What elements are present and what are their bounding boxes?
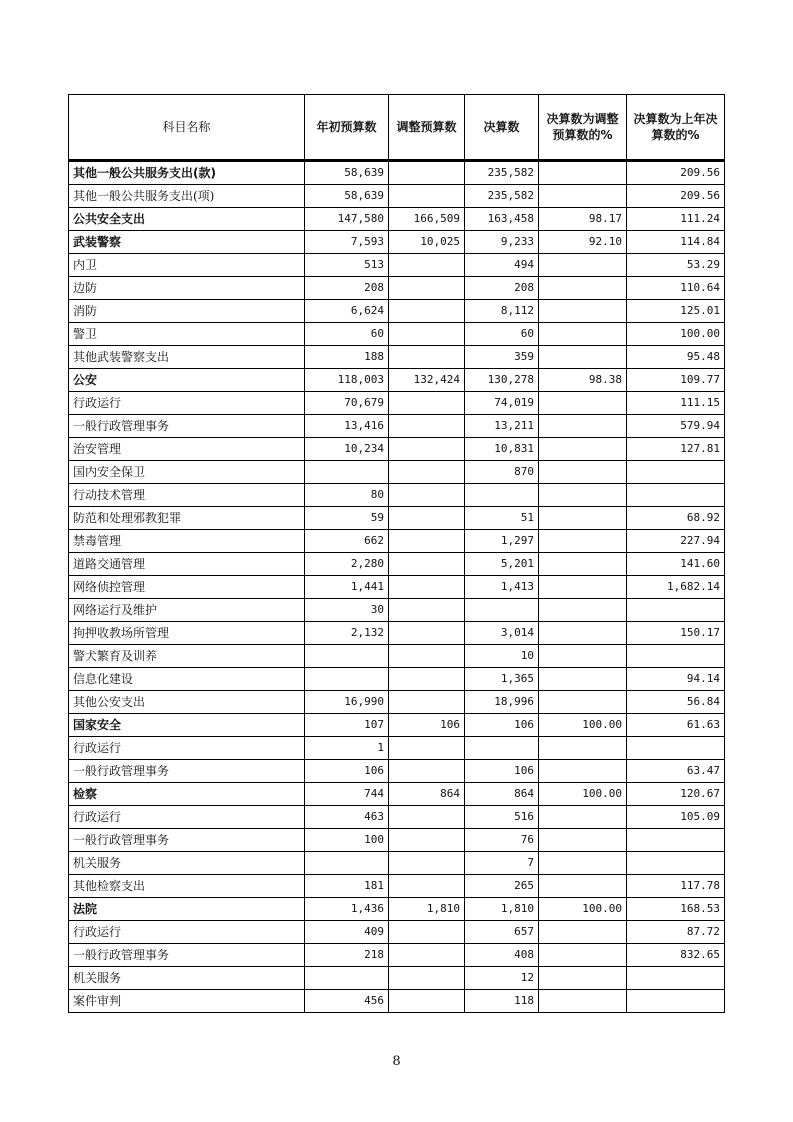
table-body xyxy=(69,162,725,1013)
page-number: 8 xyxy=(392,1054,401,1069)
cell-subject-name: 内卫 xyxy=(69,254,305,277)
table-row xyxy=(69,921,725,944)
cell-adjusted-budget: 166,509 xyxy=(389,208,465,231)
table-row xyxy=(69,737,725,760)
cell-subject-name: 一般行政管理事务 xyxy=(69,829,305,852)
table-header xyxy=(69,95,725,162)
cell-pct-of-adjusted: 98.17 xyxy=(539,208,627,231)
cell-initial-budget: 16,990 xyxy=(305,691,389,714)
cell-final-accounts: 235,582 xyxy=(465,185,539,208)
cell-pct-of-previous-year: 100.00 xyxy=(627,323,725,346)
table-row xyxy=(69,323,725,346)
cell-adjusted-budget: 106 xyxy=(389,714,465,737)
header-subject-name: 科目名称 xyxy=(69,95,305,161)
cell-subject-name: 警卫 xyxy=(69,323,305,346)
cell-pct-of-adjusted xyxy=(539,829,627,852)
cell-adjusted-budget xyxy=(389,737,465,760)
cell-initial-budget: 463 xyxy=(305,806,389,829)
table-row xyxy=(69,277,725,300)
cell-pct-of-adjusted xyxy=(539,438,627,461)
cell-initial-budget xyxy=(305,668,389,691)
cell-adjusted-budget xyxy=(389,277,465,300)
cell-pct-of-previous-year xyxy=(627,829,725,852)
cell-subject-name: 消防 xyxy=(69,300,305,323)
cell-final-accounts xyxy=(465,599,539,622)
table-row xyxy=(69,668,725,691)
cell-initial-budget xyxy=(305,967,389,990)
cell-pct-of-previous-year: 105.09 xyxy=(627,806,725,829)
cell-pct-of-adjusted xyxy=(539,806,627,829)
cell-subject-name: 行政运行 xyxy=(69,921,305,944)
cell-adjusted-budget xyxy=(389,921,465,944)
cell-subject-name: 检察 xyxy=(69,783,305,806)
cell-pct-of-adjusted xyxy=(539,300,627,323)
cell-initial-budget: 744 xyxy=(305,783,389,806)
table-row xyxy=(69,208,725,231)
cell-pct-of-previous-year: 68.92 xyxy=(627,507,725,530)
cell-pct-of-previous-year: 141.60 xyxy=(627,553,725,576)
cell-initial-budget: 70,679 xyxy=(305,392,389,415)
cell-pct-of-adjusted xyxy=(539,737,627,760)
cell-initial-budget xyxy=(305,852,389,875)
cell-initial-budget: 106 xyxy=(305,760,389,783)
cell-pct-of-previous-year: 110.64 xyxy=(627,277,725,300)
cell-pct-of-previous-year xyxy=(627,990,725,1013)
cell-subject-name: 公共安全支出 xyxy=(69,208,305,231)
cell-subject-name: 其他一般公共服务支出(款) xyxy=(69,162,305,185)
cell-final-accounts: 7 xyxy=(465,852,539,875)
table-row xyxy=(69,231,725,254)
table-row xyxy=(69,599,725,622)
cell-pct-of-adjusted xyxy=(539,944,627,967)
cell-adjusted-budget xyxy=(389,530,465,553)
cell-subject-name: 公安 xyxy=(69,369,305,392)
cell-subject-name: 道路交通管理 xyxy=(69,553,305,576)
cell-initial-budget: 188 xyxy=(305,346,389,369)
cell-final-accounts: 106 xyxy=(465,760,539,783)
table-row xyxy=(69,898,725,921)
cell-pct-of-adjusted xyxy=(539,622,627,645)
cell-pct-of-previous-year xyxy=(627,599,725,622)
cell-pct-of-adjusted xyxy=(539,990,627,1013)
cell-adjusted-budget: 132,424 xyxy=(389,369,465,392)
cell-pct-of-previous-year: 120.67 xyxy=(627,783,725,806)
cell-final-accounts: 208 xyxy=(465,277,539,300)
table-row xyxy=(69,714,725,737)
cell-pct-of-adjusted xyxy=(539,645,627,668)
cell-adjusted-budget xyxy=(389,461,465,484)
cell-initial-budget: 1,441 xyxy=(305,576,389,599)
cell-pct-of-previous-year: 95.48 xyxy=(627,346,725,369)
cell-initial-budget: 58,639 xyxy=(305,185,389,208)
cell-pct-of-adjusted xyxy=(539,277,627,300)
cell-initial-budget: 6,624 xyxy=(305,300,389,323)
cell-initial-budget: 107 xyxy=(305,714,389,737)
cell-subject-name: 一般行政管理事务 xyxy=(69,944,305,967)
cell-pct-of-previous-year: 61.63 xyxy=(627,714,725,737)
cell-pct-of-previous-year: 125.01 xyxy=(627,300,725,323)
cell-subject-name: 一般行政管理事务 xyxy=(69,760,305,783)
cell-pct-of-previous-year xyxy=(627,461,725,484)
cell-pct-of-adjusted xyxy=(539,507,627,530)
table-row xyxy=(69,553,725,576)
header-adjusted-budget: 调整预算数 xyxy=(389,95,465,161)
cell-pct-of-adjusted xyxy=(539,599,627,622)
cell-adjusted-budget xyxy=(389,438,465,461)
cell-pct-of-adjusted xyxy=(539,323,627,346)
cell-final-accounts: 51 xyxy=(465,507,539,530)
cell-subject-name: 其他一般公共服务支出(项) xyxy=(69,185,305,208)
cell-final-accounts: 1,810 xyxy=(465,898,539,921)
cell-final-accounts: 516 xyxy=(465,806,539,829)
cell-final-accounts: 9,233 xyxy=(465,231,539,254)
cell-subject-name: 行政运行 xyxy=(69,806,305,829)
cell-adjusted-budget xyxy=(389,691,465,714)
cell-subject-name: 机关服务 xyxy=(69,852,305,875)
header-pct-of-adjusted: 决算数为调整预算数的% xyxy=(539,95,627,161)
cell-pct-of-previous-year: 109.77 xyxy=(627,369,725,392)
cell-final-accounts: 265 xyxy=(465,875,539,898)
table-row xyxy=(69,760,725,783)
cell-final-accounts: 408 xyxy=(465,944,539,967)
cell-initial-budget: 409 xyxy=(305,921,389,944)
cell-pct-of-adjusted xyxy=(539,967,627,990)
cell-final-accounts xyxy=(465,484,539,507)
cell-subject-name: 其他武装警察支出 xyxy=(69,346,305,369)
cell-pct-of-adjusted xyxy=(539,875,627,898)
cell-subject-name: 防范和处理邪教犯罪 xyxy=(69,507,305,530)
cell-initial-budget xyxy=(305,461,389,484)
cell-pct-of-previous-year xyxy=(627,967,725,990)
cell-initial-budget: 7,593 xyxy=(305,231,389,254)
cell-pct-of-adjusted xyxy=(539,530,627,553)
table-row xyxy=(69,852,725,875)
cell-pct-of-adjusted xyxy=(539,346,627,369)
cell-final-accounts: 163,458 xyxy=(465,208,539,231)
cell-adjusted-budget xyxy=(389,300,465,323)
cell-adjusted-budget xyxy=(389,875,465,898)
cell-final-accounts: 10,831 xyxy=(465,438,539,461)
cell-pct-of-previous-year: 53.29 xyxy=(627,254,725,277)
table-row xyxy=(69,346,725,369)
cell-final-accounts: 74,019 xyxy=(465,392,539,415)
table-row xyxy=(69,415,725,438)
cell-initial-budget: 59 xyxy=(305,507,389,530)
table-row xyxy=(69,829,725,852)
cell-pct-of-previous-year xyxy=(627,737,725,760)
cell-pct-of-adjusted: 92.10 xyxy=(539,231,627,254)
cell-adjusted-budget xyxy=(389,553,465,576)
cell-adjusted-budget xyxy=(389,185,465,208)
cell-adjusted-budget xyxy=(389,944,465,967)
cell-pct-of-previous-year: 94.14 xyxy=(627,668,725,691)
cell-pct-of-previous-year: 114.84 xyxy=(627,231,725,254)
cell-pct-of-previous-year: 1,682.14 xyxy=(627,576,725,599)
table-row xyxy=(69,392,725,415)
cell-adjusted-budget: 10,025 xyxy=(389,231,465,254)
cell-pct-of-adjusted xyxy=(539,921,627,944)
cell-adjusted-budget xyxy=(389,645,465,668)
cell-subject-name: 案件审判 xyxy=(69,990,305,1013)
cell-pct-of-adjusted xyxy=(539,760,627,783)
cell-pct-of-adjusted: 100.00 xyxy=(539,783,627,806)
cell-final-accounts: 12 xyxy=(465,967,539,990)
cell-pct-of-adjusted xyxy=(539,254,627,277)
cell-adjusted-budget xyxy=(389,254,465,277)
cell-pct-of-previous-year: 111.24 xyxy=(627,208,725,231)
cell-initial-budget: 2,280 xyxy=(305,553,389,576)
cell-adjusted-budget xyxy=(389,668,465,691)
cell-final-accounts: 76 xyxy=(465,829,539,852)
cell-adjusted-budget: 864 xyxy=(389,783,465,806)
cell-subject-name: 网络运行及维护 xyxy=(69,599,305,622)
cell-adjusted-budget: 1,810 xyxy=(389,898,465,921)
cell-final-accounts: 106 xyxy=(465,714,539,737)
table-row xyxy=(69,254,725,277)
cell-subject-name: 其他公安支出 xyxy=(69,691,305,714)
table-row xyxy=(69,484,725,507)
cell-adjusted-budget xyxy=(389,484,465,507)
cell-adjusted-budget xyxy=(389,162,465,185)
cell-adjusted-budget xyxy=(389,967,465,990)
cell-adjusted-budget xyxy=(389,990,465,1013)
cell-pct-of-adjusted xyxy=(539,668,627,691)
cell-initial-budget: 58,639 xyxy=(305,162,389,185)
cell-initial-budget: 513 xyxy=(305,254,389,277)
cell-subject-name: 边防 xyxy=(69,277,305,300)
table-row xyxy=(69,875,725,898)
table-row xyxy=(69,990,725,1013)
cell-pct-of-previous-year xyxy=(627,484,725,507)
cell-adjusted-budget xyxy=(389,576,465,599)
cell-subject-name: 机关服务 xyxy=(69,967,305,990)
header-initial-budget: 年初预算数 xyxy=(305,95,389,161)
cell-adjusted-budget xyxy=(389,852,465,875)
cell-adjusted-budget xyxy=(389,622,465,645)
cell-initial-budget: 2,132 xyxy=(305,622,389,645)
cell-pct-of-previous-year: 127.81 xyxy=(627,438,725,461)
cell-initial-budget: 118,003 xyxy=(305,369,389,392)
cell-adjusted-budget xyxy=(389,415,465,438)
cell-adjusted-budget xyxy=(389,806,465,829)
cell-initial-budget: 30 xyxy=(305,599,389,622)
cell-pct-of-adjusted xyxy=(539,553,627,576)
cell-pct-of-adjusted xyxy=(539,484,627,507)
cell-adjusted-budget xyxy=(389,323,465,346)
cell-subject-name: 行政运行 xyxy=(69,392,305,415)
cell-pct-of-adjusted xyxy=(539,576,627,599)
cell-pct-of-adjusted: 100.00 xyxy=(539,714,627,737)
cell-pct-of-adjusted: 100.00 xyxy=(539,898,627,921)
cell-initial-budget: 60 xyxy=(305,323,389,346)
cell-pct-of-previous-year: 150.17 xyxy=(627,622,725,645)
cell-pct-of-previous-year: 117.78 xyxy=(627,875,725,898)
cell-pct-of-adjusted xyxy=(539,415,627,438)
cell-pct-of-previous-year: 832.65 xyxy=(627,944,725,967)
cell-adjusted-budget xyxy=(389,829,465,852)
cell-final-accounts: 1,413 xyxy=(465,576,539,599)
cell-initial-budget: 181 xyxy=(305,875,389,898)
cell-subject-name: 网络侦控管理 xyxy=(69,576,305,599)
table-row xyxy=(69,162,725,185)
cell-final-accounts: 235,582 xyxy=(465,162,539,185)
table-row xyxy=(69,806,725,829)
cell-initial-budget: 1,436 xyxy=(305,898,389,921)
table-row xyxy=(69,461,725,484)
table-row xyxy=(69,622,725,645)
cell-subject-name: 武装警察 xyxy=(69,231,305,254)
cell-subject-name: 一般行政管理事务 xyxy=(69,415,305,438)
cell-pct-of-adjusted xyxy=(539,461,627,484)
table-row xyxy=(69,507,725,530)
cell-final-accounts: 18,996 xyxy=(465,691,539,714)
cell-final-accounts: 60 xyxy=(465,323,539,346)
cell-subject-name: 治安管理 xyxy=(69,438,305,461)
cell-subject-name: 国内安全保卫 xyxy=(69,461,305,484)
cell-final-accounts: 359 xyxy=(465,346,539,369)
header-pct-of-previous-year: 决算数为上年决算数的% xyxy=(627,95,725,161)
table-row xyxy=(69,300,725,323)
cell-pct-of-previous-year: 209.56 xyxy=(627,185,725,208)
cell-subject-name: 行政运行 xyxy=(69,737,305,760)
table-row xyxy=(69,944,725,967)
cell-initial-budget: 80 xyxy=(305,484,389,507)
cell-pct-of-adjusted xyxy=(539,162,627,185)
cell-pct-of-previous-year: 209.56 xyxy=(627,162,725,185)
cell-subject-name: 警犬繁育及训养 xyxy=(69,645,305,668)
cell-pct-of-previous-year xyxy=(627,645,725,668)
cell-subject-name: 信息化建设 xyxy=(69,668,305,691)
cell-initial-budget: 218 xyxy=(305,944,389,967)
table-row xyxy=(69,645,725,668)
cell-initial-budget xyxy=(305,645,389,668)
cell-final-accounts: 1,297 xyxy=(465,530,539,553)
cell-initial-budget: 100 xyxy=(305,829,389,852)
cell-final-accounts: 13,211 xyxy=(465,415,539,438)
cell-pct-of-adjusted xyxy=(539,185,627,208)
cell-initial-budget: 208 xyxy=(305,277,389,300)
cell-initial-budget: 147,580 xyxy=(305,208,389,231)
cell-final-accounts: 5,201 xyxy=(465,553,539,576)
cell-pct-of-adjusted: 98.38 xyxy=(539,369,627,392)
cell-final-accounts: 657 xyxy=(465,921,539,944)
table-row xyxy=(69,530,725,553)
cell-pct-of-adjusted xyxy=(539,392,627,415)
header-final-accounts: 决算数 xyxy=(465,95,539,161)
cell-initial-budget: 10,234 xyxy=(305,438,389,461)
table-row xyxy=(69,369,725,392)
table-row xyxy=(69,438,725,461)
cell-adjusted-budget xyxy=(389,346,465,369)
cell-final-accounts: 494 xyxy=(465,254,539,277)
table-row xyxy=(69,576,725,599)
cell-subject-name: 行动技术管理 xyxy=(69,484,305,507)
cell-pct-of-adjusted xyxy=(539,691,627,714)
cell-subject-name: 其他检察支出 xyxy=(69,875,305,898)
cell-pct-of-previous-year: 111.15 xyxy=(627,392,725,415)
cell-pct-of-previous-year: 168.53 xyxy=(627,898,725,921)
table-row xyxy=(69,691,725,714)
cell-final-accounts: 1,365 xyxy=(465,668,539,691)
cell-final-accounts: 864 xyxy=(465,783,539,806)
cell-pct-of-previous-year: 227.94 xyxy=(627,530,725,553)
cell-adjusted-budget xyxy=(389,392,465,415)
cell-initial-budget: 662 xyxy=(305,530,389,553)
cell-final-accounts: 10 xyxy=(465,645,539,668)
header-row xyxy=(69,95,725,161)
cell-pct-of-previous-year: 87.72 xyxy=(627,921,725,944)
cell-pct-of-previous-year xyxy=(627,852,725,875)
cell-pct-of-previous-year: 63.47 xyxy=(627,760,725,783)
cell-final-accounts: 118 xyxy=(465,990,539,1013)
cell-pct-of-previous-year: 56.84 xyxy=(627,691,725,714)
cell-initial-budget: 456 xyxy=(305,990,389,1013)
cell-final-accounts: 3,014 xyxy=(465,622,539,645)
cell-final-accounts: 8,112 xyxy=(465,300,539,323)
cell-pct-of-adjusted xyxy=(539,852,627,875)
cell-adjusted-budget xyxy=(389,507,465,530)
cell-subject-name: 禁毒管理 xyxy=(69,530,305,553)
cell-final-accounts: 130,278 xyxy=(465,369,539,392)
cell-final-accounts: 870 xyxy=(465,461,539,484)
table-row xyxy=(69,185,725,208)
cell-subject-name: 国家安全 xyxy=(69,714,305,737)
cell-adjusted-budget xyxy=(389,760,465,783)
table-row xyxy=(69,783,725,806)
budget-table xyxy=(68,94,725,1013)
cell-initial-budget: 13,416 xyxy=(305,415,389,438)
cell-adjusted-budget xyxy=(389,599,465,622)
cell-initial-budget: 1 xyxy=(305,737,389,760)
cell-subject-name: 法院 xyxy=(69,898,305,921)
cell-final-accounts xyxy=(465,737,539,760)
cell-pct-of-previous-year: 579.94 xyxy=(627,415,725,438)
table-row xyxy=(69,967,725,990)
cell-subject-name: 拘押收教场所管理 xyxy=(69,622,305,645)
